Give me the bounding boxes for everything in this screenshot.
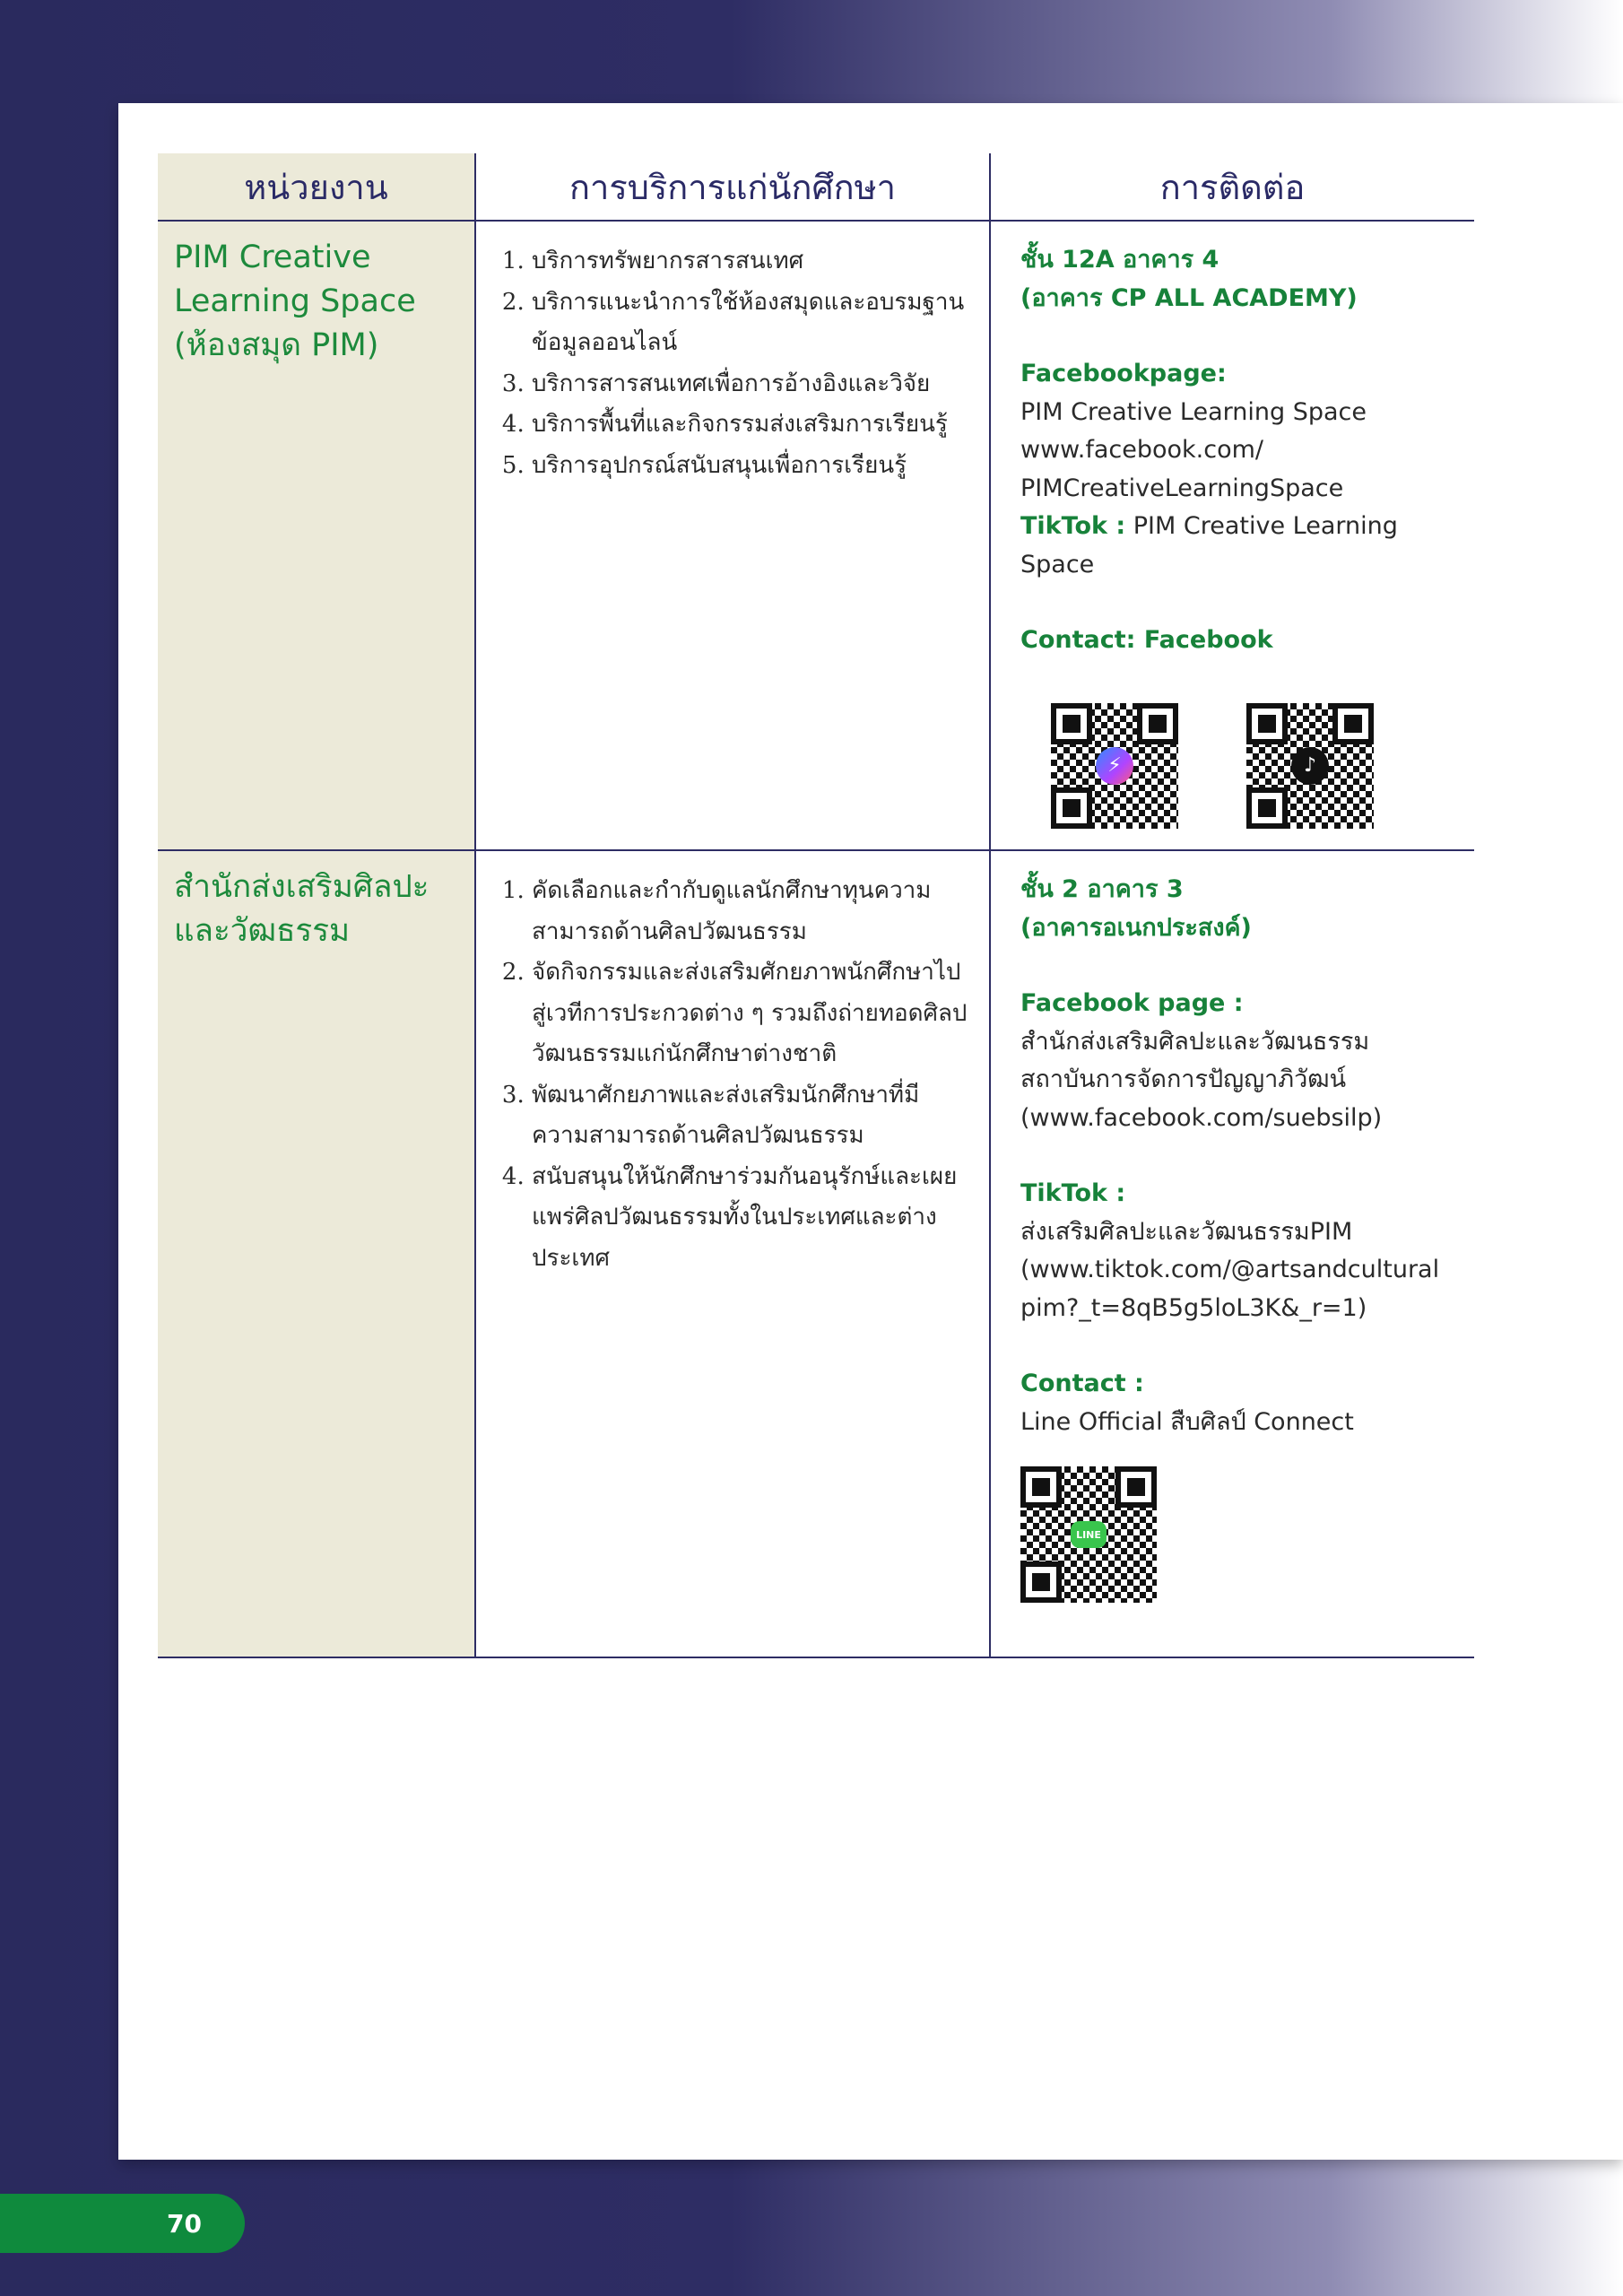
document-page bbox=[118, 103, 1623, 2160]
line-official: Line Official สืบศิลป์ Connect bbox=[1020, 1407, 1354, 1436]
contact-cell bbox=[990, 850, 1474, 1657]
facebook-url-cont[interactable]: PIMCreativeLearningSpace bbox=[1020, 474, 1344, 502]
unit-name: PIM Creative Learning Space (ห้องสมุด PIM) bbox=[174, 239, 416, 363]
line-icon: LINE bbox=[1071, 1521, 1107, 1548]
header-contact: การติดต่อ bbox=[990, 153, 1474, 221]
tiktok-label: TikTok : bbox=[1020, 512, 1126, 540]
contact-heading: Contact : bbox=[1020, 1370, 1144, 1397]
tiktok-url[interactable]: (www.tiktok.com/@artsandcultural bbox=[1020, 1256, 1440, 1283]
list-item: 5. บริการอุปกรณ์สนับสนุนเพื่อการเรียนรู้ bbox=[532, 446, 973, 487]
messenger-icon: ⚡ bbox=[1096, 747, 1133, 785]
services-cell bbox=[475, 850, 990, 1657]
tiktok-line: ส่งเสริมศิลปะและวัฒนธรรมPIM bbox=[1020, 1217, 1353, 1246]
facebook-line: สำนักส่งเสริมศิลปะและวัฒนธรรม bbox=[1020, 1027, 1370, 1056]
facebook-name: PIM Creative Learning Space bbox=[1020, 397, 1367, 426]
location-building: (อาคาร CP ALL ACADEMY) bbox=[1020, 283, 1358, 312]
services-list bbox=[499, 241, 973, 486]
list-item: 1. คัดเลือกและกำกับดูแลนักศึกษาทุนความสามารถด้านศิลปวัฒนธรรม bbox=[532, 871, 973, 952]
line-qr-code bbox=[1020, 1466, 1157, 1603]
tiktok-line bbox=[1020, 508, 1456, 584]
location-building: (อาคารอเนกประสงค์) bbox=[1020, 913, 1252, 942]
list-item: 4. บริการพื้นที่และกิจกรรมส่งเสริมการเรียนรู้ bbox=[532, 404, 973, 446]
list-item: 2. บริการแนะนำการใช้ห้องสมุดและอบรมฐานข้อมูลออนไลน์ bbox=[532, 283, 973, 364]
tiktok-url-cont[interactable]: pim?_t=8qB5g5loL3K&_r=1) bbox=[1020, 1293, 1367, 1322]
list-item: 3. พัฒนาศักยภาพและส่งเสริมนักศึกษาที่มีความสามารถด้านศิลปวัฒนธรรม bbox=[532, 1075, 973, 1157]
list-item: 2. จัดกิจกรรมและส่งเสริมศักยภาพนักศึกษาไปสู่เวทีการประกวดต่าง ๆ รวมถึงถ่ายทอดศิลปวัฒนธรรมแก่นักศึกษาต่างชาติ bbox=[532, 952, 973, 1075]
contact-cell bbox=[990, 221, 1474, 850]
messenger-qr-code bbox=[1051, 703, 1178, 829]
facebook-url[interactable]: (www.facebook.com/suebsilp) bbox=[1020, 1103, 1383, 1132]
services-cell bbox=[475, 221, 990, 850]
location-floor: ชั้น 2 อาคาร 3 bbox=[1020, 875, 1184, 903]
unit-name: สำนักส่งเสริมศิลปะ และวัฒธรรม bbox=[174, 869, 430, 949]
page-number: 70 bbox=[0, 2194, 245, 2253]
unit-cell bbox=[158, 850, 475, 1657]
header-unit: หน่วยงาน bbox=[158, 153, 475, 221]
contact-heading: Contact: Facebook bbox=[1020, 626, 1273, 654]
list-item: 1. บริการทรัพยากรสารสนเทศ bbox=[532, 241, 973, 283]
table-row bbox=[158, 221, 1474, 850]
list-item: 3. บริการสารสนเทศเพื่อการอ้างอิงและวิจัย bbox=[532, 364, 973, 405]
table-row bbox=[158, 850, 1474, 1657]
services-list bbox=[499, 871, 973, 1279]
tiktok-icon: ♪ bbox=[1291, 747, 1329, 785]
tiktok-qr-code bbox=[1246, 703, 1374, 829]
table-header-row bbox=[158, 153, 1474, 221]
unit-cell bbox=[158, 221, 475, 850]
facebook-heading: Facebook page : bbox=[1020, 989, 1244, 1017]
facebook-line: สถาบันการจัดการปัญญาภิวัฒน์ bbox=[1020, 1065, 1347, 1093]
facebook-url[interactable]: www.facebook.com/ bbox=[1020, 436, 1264, 464]
facebook-heading: Facebookpage: bbox=[1020, 360, 1227, 387]
header-services: การบริการแก่นักศึกษา bbox=[475, 153, 990, 221]
services-table bbox=[158, 153, 1474, 1658]
tiktok-name: PIM Creative Learning Space bbox=[1020, 512, 1398, 578]
location-floor: ชั้น 12A อาคาร 4 bbox=[1020, 246, 1219, 274]
list-item: 4. สนับสนุนให้นักศึกษาร่วมกันอนุรักษ์และเผยแพร่ศิลปวัฒนธรรมทั้งในประเทศและต่างประเทศ bbox=[532, 1157, 973, 1280]
tiktok-heading: TikTok : bbox=[1020, 1179, 1126, 1207]
